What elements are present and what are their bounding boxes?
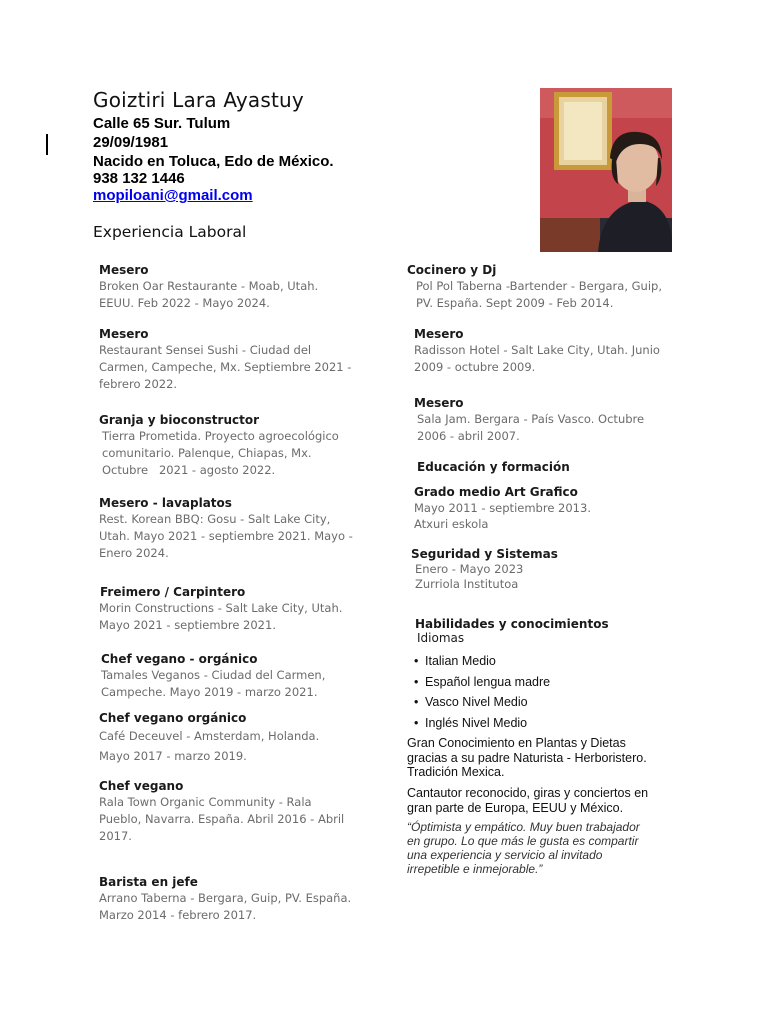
person-name: Goiztiri Lara Ayastuy [93,88,304,112]
job-title: Freimero / Carpintero [100,585,246,599]
job-detail: Carmen, Campeche, Mx. Septiembre 2021 - [99,360,352,374]
bullet-icon: • [414,674,419,689]
list-item [414,653,550,674]
quote-line: “Óptimista y empático. Muy buen trabajador [407,820,640,834]
bullet-icon: • [414,654,419,668]
job-entry [101,651,325,701]
job-detail: Marzo 2014 - febrero 2017. [99,908,257,922]
language-item: Español lengua madre [425,674,551,689]
job-detail: Octubre 2021 - agosto 2022. [102,463,276,477]
address: Calle 65 Sur. Tulum [93,115,231,132]
list-item [414,715,550,736]
job-title: Cocinero y Dj [407,263,497,277]
job-entry [99,778,344,845]
education-detail: Zurriola Institutoa [415,577,519,591]
job-detail: Tierra Prometida. Proyecto agroecológico [102,429,339,443]
profile-photo [540,88,672,252]
phone-number: 938 132 1446 [93,170,185,187]
job-detail: Mayo 2021 - septiembre 2021. [99,618,276,632]
job-detail: Enero 2024. [99,546,169,560]
bullet-icon: • [414,695,419,709]
job-detail: PV. España. Sept 2009 - Feb 2014. [416,296,614,310]
email-link[interactable]: mopiloani@gmail.com [93,187,253,204]
language-item: Vasco Nivel Medio [425,695,528,709]
job-title: Granja y bioconstructor [99,413,259,427]
job-detail: Mayo 2017 - marzo 2019. [99,749,247,763]
job-entry [99,262,318,312]
language-item: Italian Medio [425,654,496,668]
job-detail: Broken Oar Restaurante - Moab, Utah. [99,279,319,293]
job-title: Chef vegano - orgánico [101,652,258,666]
languages-subheading: Idiomas [417,631,465,645]
job-entry [99,495,353,562]
list-item [414,674,550,695]
job-detail: Utah. Mayo 2021 - septiembre 2021. Mayo - [99,529,353,543]
paragraph-line: Gran Conocimiento en Plantas y Dietas [407,736,626,750]
list-item [414,694,550,715]
job-entry [99,326,351,393]
job-title: Mesero [414,396,464,410]
job-detail: Rala Town Organic Community - Rala [99,795,312,809]
job-detail: Campeche. Mayo 2019 - marzo 2021. [101,685,318,699]
job-title: Chef vegano orgánico [99,711,247,725]
job-title: Barista en jefe [99,875,198,889]
experience-heading: Experiencia Laboral [93,223,247,241]
education-heading [417,459,570,475]
job-title: Mesero [414,327,464,341]
job-entry [99,412,339,479]
bullet-icon: • [414,715,419,730]
education-entry [411,546,558,592]
job-detail: Arrano Taberna - Bergara, Guip, PV. España. [99,891,352,905]
job-detail: Café Deceuvel - Amsterdam, Holanda. [99,729,320,743]
education-detail: Atxuri eskola [414,517,489,531]
languages-list [414,653,550,735]
birthplace: Nacido en Toluca, Edo de México. [93,153,334,170]
job-detail: Pueblo, Navarra. España. Abril 2016 - Abril [99,812,345,826]
education-detail: Mayo 2011 - septiembre 2013. [414,501,591,515]
education-item-title: Seguridad y Sistemas [411,547,558,561]
job-detail: 2017. [99,829,132,843]
paragraph-line: gracias a su padre Naturista - Herboristero. [407,750,647,765]
skills-heading: Habilidades y conocimientos [415,617,609,631]
job-detail: Morin Constructions - Salt Lake City, Utah. [99,601,343,615]
job-detail: Rest. Korean BBQ: Gosu - Salt Lake City, [99,512,331,526]
job-detail: Restaurant Sensei Sushi - Ciudad del [99,343,312,357]
paragraph-line: gran parte de Europa, EEUU y México. [407,800,624,815]
job-title: Mesero - lavaplatos [99,496,232,510]
language-item: Inglés Nivel Medio [425,715,528,730]
job-entry [100,584,342,634]
job-entry [414,326,660,376]
job-detail: 2006 - abril 2007. [417,429,520,443]
text-cursor [46,134,48,155]
education-entry [414,484,591,532]
job-title: Mesero [99,263,149,277]
job-entry [99,874,351,924]
job-entry [414,395,644,445]
job-entry [99,710,319,766]
paragraph-line: Tradición Mexica. [407,765,505,779]
date-of-birth: 29/09/1981 [93,134,169,151]
personal-quote [407,820,640,876]
job-detail: Tamales Veganos - Ciudad del Carmen, [101,668,326,682]
quote-line: una experiencia y servicio al invitado [407,848,603,862]
job-entry [407,262,662,312]
plants-knowledge-paragraph [407,736,647,780]
paragraph-line: Cantautor reconocido, giras y conciertos en [407,786,649,800]
education-item-title: Grado medio Art Grafico [414,485,578,499]
job-title: Mesero [99,327,149,341]
job-detail: comunitario. Palenque, Chiapas, Mx. [102,446,312,460]
job-detail: 2009 - octubre 2009. [414,360,536,374]
education-detail: Enero - Mayo 2023 [415,562,524,576]
job-detail: Pol Pol Taberna -Bartender - Bergara, Guip, [416,279,662,293]
job-detail: EEUU. Feb 2022 - Mayo 2024. [99,296,270,310]
job-detail: Radisson Hotel - Salt Lake City, Utah. Junio [414,343,660,357]
quote-line: irrepetible e inmejorable.” [407,862,543,876]
job-detail: febrero 2022. [99,377,178,391]
education-title: Educación y formación [417,460,570,474]
job-title: Chef vegano [99,779,184,793]
quote-line: en grupo. Lo que más le gusta es compartir [407,834,639,848]
musician-paragraph [407,786,648,815]
job-detail: Sala Jam. Bergara - País Vasco. Octubre [417,412,645,426]
